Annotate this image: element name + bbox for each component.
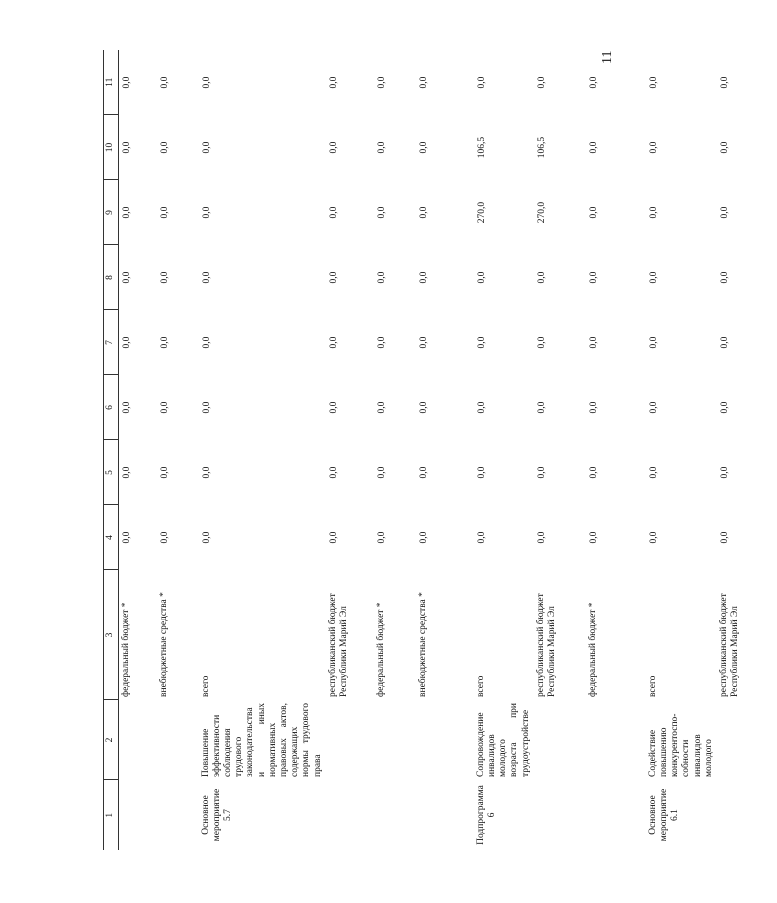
program-cell xyxy=(717,780,777,850)
value-cell: 0,0 xyxy=(122,466,132,479)
value-cell: 0,0 xyxy=(648,141,659,154)
value-cell: 0,0 xyxy=(376,336,387,349)
column-number: 2 xyxy=(104,700,119,780)
source-cell: республиканский бюджет Республики Марий Эл xyxy=(718,593,741,697)
column-number: 3 xyxy=(104,570,119,700)
table-row xyxy=(534,50,586,850)
value-cell: 0,0 xyxy=(201,466,212,479)
value-cell: 0,0 xyxy=(588,76,599,89)
value-cell: 0,0 xyxy=(159,336,170,349)
value-cell: 0,0 xyxy=(719,206,730,219)
value-cell: 0,0 xyxy=(328,466,339,479)
source-cell: федеральный бюджет * xyxy=(587,602,598,697)
value-cell: 0,0 xyxy=(328,76,339,89)
source-cell: федеральный бюджет * xyxy=(375,602,386,697)
value-cell: 0,0 xyxy=(418,401,429,414)
measure-cell xyxy=(717,700,777,780)
measure-cell xyxy=(326,700,374,780)
value-cell: 0,0 xyxy=(201,271,212,284)
value-cell: 0,0 xyxy=(418,206,429,219)
column-number: 11 xyxy=(104,50,119,115)
program-cell xyxy=(416,780,474,850)
value-cell: 0,0 xyxy=(719,401,730,414)
table-row xyxy=(416,50,474,850)
value-cell: 0,0 xyxy=(376,271,387,284)
value-cell: 270,0 xyxy=(476,201,487,224)
measure-cell xyxy=(119,700,157,780)
value-cell: 0,0 xyxy=(719,531,730,544)
column-number: 4 xyxy=(104,505,119,570)
value-cell: 0,0 xyxy=(376,206,387,219)
program-cell xyxy=(119,780,157,850)
value-cell: 0,0 xyxy=(201,401,212,414)
value-cell: 106,5 xyxy=(476,136,487,159)
column-number: 8 xyxy=(104,245,119,310)
value-cell: 0,0 xyxy=(328,141,339,154)
table-row xyxy=(157,50,199,850)
value-cell: 0,0 xyxy=(201,141,212,154)
source-cell: всего xyxy=(200,675,211,697)
value-cell: 0,0 xyxy=(376,76,387,89)
value-cell: 0,0 xyxy=(418,336,429,349)
value-cell: 0,0 xyxy=(476,401,487,414)
value-cell: 0,0 xyxy=(159,206,170,219)
measure-cell xyxy=(534,700,586,780)
value-cell: 0,0 xyxy=(376,401,387,414)
source-cell: всего xyxy=(647,675,658,697)
source-cell: внебюджетные средства * xyxy=(417,592,428,697)
measure-cell: Содействие повышению конкурентоспо-собности инвалидов молодого xyxy=(647,713,714,777)
value-cell: 0,0 xyxy=(588,206,599,219)
program-cell xyxy=(534,780,586,850)
value-cell: 0,0 xyxy=(719,141,730,154)
value-cell: 0,0 xyxy=(536,531,547,544)
value-cell: 0,0 xyxy=(159,271,170,284)
value-cell: 0,0 xyxy=(201,76,212,89)
value-cell: 0,0 xyxy=(719,271,730,284)
value-cell: 0,0 xyxy=(418,141,429,154)
table-row xyxy=(646,50,717,850)
program-cell: Основное мероприятие 6.1 xyxy=(647,788,681,842)
program-cell: Основное мероприятие 5.7 xyxy=(200,788,233,842)
program-cell xyxy=(374,780,416,850)
value-cell: 0,0 xyxy=(159,76,170,89)
value-cell: 0,0 xyxy=(648,271,659,284)
value-cell: 0,0 xyxy=(122,336,132,349)
value-cell: 0,0 xyxy=(122,401,132,414)
value-cell: 0,0 xyxy=(588,336,599,349)
value-cell: 0,0 xyxy=(201,336,212,349)
value-cell: 0,0 xyxy=(328,401,339,414)
value-cell: 0,0 xyxy=(719,76,730,89)
value-cell: 0,0 xyxy=(328,206,339,219)
budget-table-rotated xyxy=(103,50,741,850)
column-number: 7 xyxy=(104,310,119,375)
program-cell xyxy=(326,780,374,850)
column-number: 9 xyxy=(104,180,119,245)
table-row xyxy=(586,50,646,850)
source-cell: республиканский бюджет Республики Марий Эл xyxy=(327,593,349,697)
value-cell: 0,0 xyxy=(536,336,547,349)
column-number: 6 xyxy=(104,375,119,440)
value-cell: 0,0 xyxy=(648,206,659,219)
value-cell: 0,0 xyxy=(536,271,547,284)
column-number: 1 xyxy=(104,780,119,850)
value-cell: 0,0 xyxy=(328,336,339,349)
value-cell: 0,0 xyxy=(588,531,599,544)
value-cell: 0,0 xyxy=(536,401,547,414)
table-row xyxy=(474,50,534,850)
table-row xyxy=(717,50,777,850)
value-cell: 0,0 xyxy=(122,141,132,154)
value-cell: 106,5 xyxy=(536,136,547,159)
value-cell: 0,0 xyxy=(159,141,170,154)
source-cell: всего xyxy=(475,675,486,697)
value-cell: 0,0 xyxy=(476,271,487,284)
value-cell: 0,0 xyxy=(159,531,170,544)
measure-cell: Сопровождение инвалидов молодого возраста при трудоустройстве xyxy=(475,703,531,777)
value-cell: 0,0 xyxy=(328,531,339,544)
measure-cell xyxy=(586,700,646,780)
value-cell: 0,0 xyxy=(648,531,659,544)
program-cell xyxy=(586,780,646,850)
value-cell: 0,0 xyxy=(476,76,487,89)
value-cell: 270,0 xyxy=(536,201,547,224)
value-cell: 0,0 xyxy=(476,466,487,479)
value-cell: 0,0 xyxy=(648,336,659,349)
value-cell: 0,0 xyxy=(648,466,659,479)
table-row xyxy=(119,50,157,850)
program-cell: Подпрограмма 6 xyxy=(475,785,497,845)
value-cell: 0,0 xyxy=(418,76,429,89)
value-cell: 0,0 xyxy=(201,206,212,219)
value-cell: 0,0 xyxy=(159,466,170,479)
value-cell: 0,0 xyxy=(418,271,429,284)
value-cell: 0,0 xyxy=(719,336,730,349)
measure-cell: Повышение эффективности соблюдения трудового законодательства и иных нормативных правовых актов, содержащих нормы трудового права xyxy=(200,703,323,777)
value-cell: 0,0 xyxy=(159,401,170,414)
value-cell: 0,0 xyxy=(376,466,387,479)
program-cell xyxy=(157,780,199,850)
measure-cell xyxy=(374,700,416,780)
value-cell: 0,0 xyxy=(588,466,599,479)
column-number: 5 xyxy=(104,440,119,505)
value-cell: 0,0 xyxy=(719,466,730,479)
value-cell: 0,0 xyxy=(476,336,487,349)
value-cell: 0,0 xyxy=(648,401,659,414)
value-cell: 0,0 xyxy=(418,466,429,479)
value-cell: 0,0 xyxy=(648,76,659,89)
value-cell: 0,0 xyxy=(376,531,387,544)
column-number: 10 xyxy=(104,115,119,180)
column-number-row xyxy=(104,50,119,850)
table-row xyxy=(199,50,326,850)
value-cell: 0,0 xyxy=(122,531,132,544)
value-cell: 0,0 xyxy=(376,141,387,154)
value-cell: 0,0 xyxy=(418,531,429,544)
budget-table xyxy=(103,50,777,850)
value-cell: 0,0 xyxy=(476,531,487,544)
value-cell: 0,0 xyxy=(588,141,599,154)
table-row xyxy=(326,50,374,850)
value-cell: 0,0 xyxy=(122,271,132,284)
value-cell: 0,0 xyxy=(122,76,132,89)
measure-cell xyxy=(416,700,474,780)
value-cell: 0,0 xyxy=(122,206,132,219)
source-cell: федеральный бюджет * xyxy=(121,602,131,697)
measure-cell xyxy=(157,700,199,780)
value-cell: 0,0 xyxy=(536,466,547,479)
value-cell: 0,0 xyxy=(536,76,547,89)
value-cell: 0,0 xyxy=(201,531,212,544)
table-row xyxy=(374,50,416,850)
value-cell: 0,0 xyxy=(328,271,339,284)
value-cell: 0,0 xyxy=(588,401,599,414)
source-cell: внебюджетные средства * xyxy=(158,592,169,697)
value-cell: 0,0 xyxy=(588,271,599,284)
table-body xyxy=(119,50,777,850)
source-cell: республиканский бюджет Республики Марий Эл xyxy=(535,593,557,697)
page-number: 11 xyxy=(600,50,615,64)
